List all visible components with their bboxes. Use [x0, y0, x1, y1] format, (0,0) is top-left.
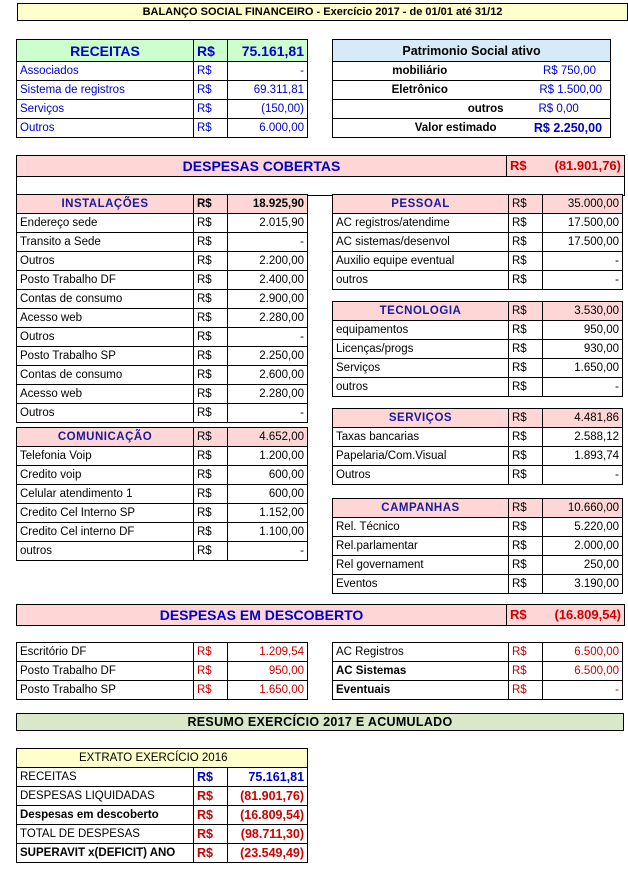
row-value: -	[228, 233, 308, 252]
table-row	[333, 252, 623, 271]
row-value: 2.588,12	[543, 428, 623, 447]
table-row	[333, 662, 623, 681]
row-currency: R$	[194, 662, 228, 681]
instalacoes-total: 18.925,90	[228, 195, 308, 214]
servicos-total: 4.481,86	[543, 409, 623, 428]
row-label: SUPERAVIT x(DEFICIT) ANO	[17, 844, 194, 863]
row-label: mobiliário	[333, 62, 507, 81]
row-value: 1.100,00	[228, 523, 308, 542]
comunicacao-currency: R$	[194, 428, 228, 447]
row-label: Outros	[17, 328, 194, 347]
row-currency: R$	[194, 347, 228, 366]
descoberto-left-table	[16, 642, 308, 700]
table-row	[17, 252, 308, 271]
comunicacao-total: 4.652,00	[228, 428, 308, 447]
row-currency: R$	[194, 233, 228, 252]
tecnologia-header: TECNOLOGIA	[333, 302, 509, 321]
row-value: 2.280,00	[228, 385, 308, 404]
table-row	[333, 233, 623, 252]
row-currency: R$	[194, 768, 228, 787]
table-row	[17, 328, 308, 347]
row-currency: R$	[194, 309, 228, 328]
table-row	[17, 385, 308, 404]
row-value: -	[543, 466, 623, 485]
row-value: (98.711,30)	[228, 825, 308, 844]
row-label: Contas de consumo	[17, 366, 194, 385]
row-currency: R$	[509, 359, 543, 378]
table-row	[333, 271, 623, 290]
row-value: R$ 0,00	[507, 100, 611, 119]
table-row	[17, 100, 308, 119]
row-currency: R$	[194, 385, 228, 404]
pessoal-table	[332, 194, 623, 290]
instalacoes-currency: R$	[194, 195, 228, 214]
row-value: 600,00	[228, 485, 308, 504]
row-label: Credito voip	[17, 466, 194, 485]
row-value: 2.200,00	[228, 252, 308, 271]
instalacoes-table	[16, 194, 308, 423]
table-row	[17, 290, 308, 309]
row-value: 1.152,00	[228, 504, 308, 523]
row-currency: R$	[194, 252, 228, 271]
row-value: 950,00	[543, 321, 623, 340]
row-currency: R$	[509, 321, 543, 340]
table-row	[17, 81, 308, 100]
table-row	[333, 556, 623, 575]
row-value: R$ 750,00	[507, 62, 611, 81]
table-row	[17, 787, 308, 806]
row-label: Papelaria/Com.Visual	[333, 447, 509, 466]
row-currency: R$	[194, 542, 228, 561]
row-label: Outros	[17, 252, 194, 271]
row-value: 930,00	[543, 340, 623, 359]
row-currency: R$	[509, 378, 543, 397]
row-value: 1.650,00	[543, 359, 623, 378]
row-currency: R$	[194, 466, 228, 485]
table-row	[17, 347, 308, 366]
instalacoes-header: INSTALAÇÕES	[17, 195, 194, 214]
table-row	[333, 681, 623, 700]
tecnologia-currency: R$	[509, 302, 543, 321]
row-value: 2.015,90	[228, 214, 308, 233]
row-currency: R$	[509, 466, 543, 485]
row-currency: R$	[509, 340, 543, 359]
table-row	[333, 214, 623, 233]
row-label: Serviços	[333, 359, 509, 378]
row-value: R$ 1.500,00	[507, 81, 611, 100]
descoberto-value: (16.809,54)	[537, 605, 625, 626]
row-currency: R$	[509, 662, 543, 681]
receitas-currency: R$	[194, 40, 228, 62]
row-label: Telefonia Voip	[17, 447, 194, 466]
row-value: 2.280,00	[228, 309, 308, 328]
row-currency: R$	[194, 366, 228, 385]
table-row	[17, 523, 308, 542]
row-label: Rel governament	[333, 556, 509, 575]
row-label: Escritório DF	[17, 643, 194, 662]
table-row	[333, 100, 611, 119]
table-row	[17, 681, 308, 700]
row-currency: R$	[509, 428, 543, 447]
table-row	[333, 466, 623, 485]
tecnologia-table	[332, 301, 623, 397]
row-currency: R$	[509, 233, 543, 252]
table-row	[17, 504, 308, 523]
comunicacao-table	[16, 427, 308, 561]
campanhas-currency: R$	[509, 499, 543, 518]
row-label: AC Registros	[333, 643, 509, 662]
campanhas-header: CAMPANHAS	[333, 499, 509, 518]
pessoal-currency: R$	[509, 195, 543, 214]
row-label: Outros	[17, 404, 194, 423]
row-value: -	[228, 542, 308, 561]
table-row	[17, 643, 308, 662]
row-value: 2.400,00	[228, 271, 308, 290]
table-row	[333, 537, 623, 556]
table-row	[17, 662, 308, 681]
table-row	[333, 575, 623, 594]
table-row	[17, 309, 308, 328]
row-currency: R$	[194, 119, 228, 138]
row-value: (16.809,54)	[228, 806, 308, 825]
despesas-cobertas-value: (81.901,76)	[537, 156, 625, 177]
row-value: 1.209,54	[228, 643, 308, 662]
row-value: -	[543, 271, 623, 290]
row-value: 2.250,00	[228, 347, 308, 366]
table-row	[17, 214, 308, 233]
table-row	[17, 271, 308, 290]
row-label: AC Sistemas	[333, 662, 509, 681]
campanhas-total: 10.660,00	[543, 499, 623, 518]
row-value: -	[543, 681, 623, 700]
row-label: Serviços	[17, 100, 194, 119]
row-currency: R$	[194, 485, 228, 504]
table-row	[17, 542, 308, 561]
row-currency: R$	[509, 537, 543, 556]
table-row	[17, 768, 308, 787]
row-value: 3.190,00	[543, 575, 623, 594]
row-label: Eletrônico	[333, 81, 507, 100]
row-label: Licenças/progs	[333, 340, 509, 359]
comunicacao-header: COMUNICAÇÃO	[17, 428, 194, 447]
row-currency: R$	[509, 643, 543, 662]
table-row	[17, 844, 308, 863]
row-currency: R$	[194, 681, 228, 700]
pessoal-total: 35.000,00	[543, 195, 623, 214]
descoberto-currency: R$	[507, 605, 537, 626]
row-label: Contas de consumo	[17, 290, 194, 309]
table-row	[333, 643, 623, 662]
row-label: Valor estimado	[333, 119, 507, 138]
row-label: TOTAL DE DESPESAS	[17, 825, 194, 844]
pessoal-header: PESSOAL	[333, 195, 509, 214]
row-value: -	[543, 378, 623, 397]
table-row	[333, 378, 623, 397]
row-label: Credito Cel interno DF	[17, 523, 194, 542]
row-value: 250,00	[543, 556, 623, 575]
row-label: Associados	[17, 62, 194, 81]
row-value: 75.161,81	[228, 768, 308, 787]
row-label: Taxas bancarias	[333, 428, 509, 447]
servicos-header: SERVIÇOS	[333, 409, 509, 428]
row-value: 69.311,81	[228, 81, 308, 100]
descoberto-right-table	[332, 642, 623, 700]
table-row	[333, 81, 611, 100]
row-currency: R$	[194, 214, 228, 233]
row-currency: R$	[194, 271, 228, 290]
row-value: -	[543, 252, 623, 271]
row-value: 17.500,00	[543, 233, 623, 252]
table-row	[333, 119, 611, 138]
table-row	[17, 806, 308, 825]
row-currency: R$	[509, 518, 543, 537]
row-currency: R$	[509, 556, 543, 575]
row-currency: R$	[194, 825, 228, 844]
row-label: Posto Trabalho SP	[17, 681, 194, 700]
table-row	[333, 518, 623, 537]
table-row	[333, 359, 623, 378]
row-label: Rel. Técnico	[333, 518, 509, 537]
row-currency: R$	[194, 643, 228, 662]
row-currency: R$	[509, 214, 543, 233]
row-currency: R$	[194, 844, 228, 863]
row-label: Sistema de registros	[17, 81, 194, 100]
row-value: -	[228, 62, 308, 81]
row-value: 2.600,00	[228, 366, 308, 385]
row-currency: R$	[194, 100, 228, 119]
row-label: Acesso web	[17, 309, 194, 328]
patrimonio-header: Patrimonio Social ativo	[333, 40, 611, 62]
row-value: 950,00	[228, 662, 308, 681]
extrato-header: EXTRATO EXERCÍCIO 2016	[17, 749, 308, 768]
row-value: (81.901,76)	[228, 787, 308, 806]
receitas-table	[16, 39, 308, 138]
row-value: 1.893,74	[543, 447, 623, 466]
row-label: Rel.parlamentar	[333, 537, 509, 556]
table-row	[17, 485, 308, 504]
table-row	[17, 62, 308, 81]
table-row	[333, 340, 623, 359]
row-currency: R$	[509, 271, 543, 290]
descoberto-banner	[16, 604, 625, 626]
row-label: outros	[333, 271, 509, 290]
receitas-total: 75.161,81	[228, 40, 308, 62]
row-value: (23.549,49)	[228, 844, 308, 863]
row-currency: R$	[194, 787, 228, 806]
row-value: -	[228, 328, 308, 347]
row-label: outros	[333, 378, 509, 397]
row-value: 6.500,00	[543, 662, 623, 681]
row-currency: R$	[509, 681, 543, 700]
row-label: Eventos	[333, 575, 509, 594]
row-currency: R$	[194, 523, 228, 542]
row-label: Transito a Sede	[17, 233, 194, 252]
row-label: Despesas em descoberto	[17, 806, 194, 825]
table-row	[17, 366, 308, 385]
extrato-table	[16, 748, 308, 863]
row-value: R$ 2.250,00	[507, 119, 611, 138]
row-label: Posto Trabalho DF	[17, 271, 194, 290]
row-label: Credito Cel Interno SP	[17, 504, 194, 523]
table-row	[17, 233, 308, 252]
row-label: Auxilio equipe eventual	[333, 252, 509, 271]
descoberto-label: DESPESAS EM DESCOBERTO	[17, 605, 507, 626]
servicos-currency: R$	[509, 409, 543, 428]
despesas-cobertas-currency: R$	[507, 156, 537, 177]
table-row	[333, 447, 623, 466]
servicos-table	[332, 408, 623, 485]
row-label: DESPESAS LIQUIDADAS	[17, 787, 194, 806]
table-row	[17, 447, 308, 466]
row-currency: R$	[194, 81, 228, 100]
table-row	[333, 321, 623, 340]
despesas-cobertas-banner	[16, 155, 625, 196]
row-label: Outros	[17, 119, 194, 138]
resumo-banner: RESUMO EXERCÍCIO 2017 E ACUMULADO	[16, 713, 624, 731]
row-value: -	[228, 404, 308, 423]
row-value: 17.500,00	[543, 214, 623, 233]
row-label: AC registros/atendime	[333, 214, 509, 233]
tecnologia-total: 3.530,00	[543, 302, 623, 321]
row-label: Outros	[333, 466, 509, 485]
row-label: Posto Trabalho DF	[17, 662, 194, 681]
receitas-header: RECEITAS	[17, 40, 194, 62]
row-label: equipamentos	[333, 321, 509, 340]
table-row	[333, 428, 623, 447]
table-row	[17, 119, 308, 138]
row-label: Posto Trabalho SP	[17, 347, 194, 366]
row-value: 6.500,00	[543, 643, 623, 662]
row-value: 600,00	[228, 466, 308, 485]
row-value: 2.900,00	[228, 290, 308, 309]
row-currency: R$	[509, 447, 543, 466]
page-title: BALANÇO SOCIAL FINANCEIRO - Exercício 2017 - de 01/01 até 31/12	[17, 3, 628, 21]
row-label: outros	[17, 542, 194, 561]
row-currency: R$	[194, 504, 228, 523]
row-currency: R$	[194, 404, 228, 423]
row-currency: R$	[194, 290, 228, 309]
campanhas-table	[332, 498, 623, 594]
row-currency: R$	[194, 328, 228, 347]
patrimonio-table	[332, 39, 611, 138]
table-row	[333, 62, 611, 81]
row-value: 1.650,00	[228, 681, 308, 700]
table-row	[17, 404, 308, 423]
row-value: 6.000,00	[228, 119, 308, 138]
row-currency: R$	[509, 252, 543, 271]
row-label: Acesso web	[17, 385, 194, 404]
table-row	[17, 466, 308, 485]
row-label: outros	[333, 100, 507, 119]
row-value: 2.000,00	[543, 537, 623, 556]
row-currency: R$	[509, 575, 543, 594]
row-currency: R$	[194, 447, 228, 466]
table-row	[17, 825, 308, 844]
row-currency: R$	[194, 806, 228, 825]
row-label: RECEITAS	[17, 768, 194, 787]
despesas-cobertas-label: DESPESAS COBERTAS	[17, 156, 507, 177]
row-label: Celular atendimento 1	[17, 485, 194, 504]
row-value: 5.220,00	[543, 518, 623, 537]
row-value: 1.200,00	[228, 447, 308, 466]
row-value: (150,00)	[228, 100, 308, 119]
row-label: Eventuais	[333, 681, 509, 700]
row-currency: R$	[194, 62, 228, 81]
row-label: Endereço sede	[17, 214, 194, 233]
row-label: AC sistemas/desenvol	[333, 233, 509, 252]
